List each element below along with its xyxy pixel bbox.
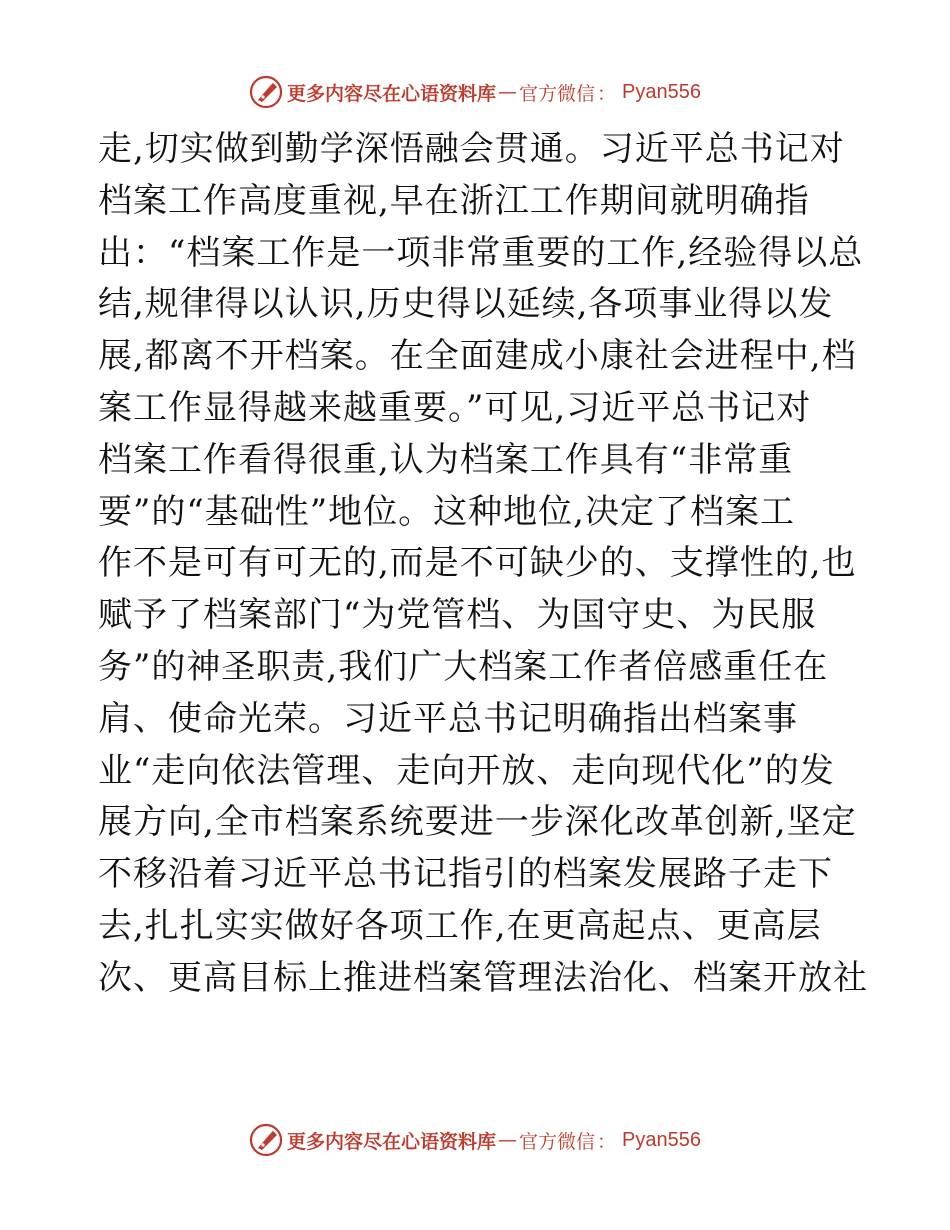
banner-wechat-id: Pyan556: [622, 1128, 701, 1151]
text-line: 案工作显得越来越重要。”可见,习近平总书记对: [98, 387, 812, 428]
banner-wechat-label: 官方微信: [519, 82, 596, 105]
text-line: 务”的神圣职责,我们广大档案工作者倍感重任在: [98, 646, 829, 687]
text-line: 展,都离不开档案。在全面建成小康社会进程中,档: [98, 336, 857, 377]
footer-banner: [0, 1120, 950, 1160]
banner-title: 更多内容尽在心语资料库: [286, 82, 496, 105]
banner-wechat-id: Pyan556: [622, 80, 701, 103]
text-line: 展方向,全市档案系统要进一步深化改革创新,坚定: [98, 802, 857, 843]
text-line: 要”的“基础性”地位。这种地位,决定了档案工: [98, 491, 795, 532]
banner-separator: —: [498, 81, 517, 103]
banner-separator: —: [498, 1129, 517, 1151]
pen-nib-logo-icon: [249, 75, 283, 109]
banner-colon: ：: [597, 1130, 617, 1153]
banner-colon: ：: [597, 82, 617, 105]
header-banner: [0, 72, 950, 112]
text-line: 业“走向依法管理、走向开放、走向现代化”的发: [98, 750, 835, 791]
banner-title: 更多内容尽在心语资料库: [286, 1130, 496, 1153]
banner-wechat-label: 官方微信: [519, 1130, 596, 1153]
text-line: 结,规律得以认识,历史得以延续,各项事业得以发: [98, 284, 834, 325]
text-line: 去,扎扎实实做好各项工作,在更高起点、更高层: [98, 905, 822, 946]
text-line: 档案工作高度重视,早在浙江工作期间就明确指: [98, 180, 810, 221]
text-line: 次、更高目标上推进档案管理法治化、档案开放社: [98, 957, 868, 998]
text-line: 档案工作看得很重,认为档案工作具有“非常重: [98, 439, 794, 480]
document-body: [98, 124, 868, 1005]
text-line: 肩、使命光荣。习近平总书记明确指出档案事: [98, 698, 798, 739]
pen-nib-logo-icon: [249, 1123, 283, 1157]
text-line: 赋予了档案部门“为党管档、为国守史、为民服: [98, 595, 817, 636]
text-line: 不移沿着习近平总书记指引的档案发展路子走下: [98, 854, 833, 895]
text-line: 作不是可有可无的,而是不可缺少的、支撑性的,也: [98, 543, 857, 584]
text-line: 出：“档案工作是一项非常重要的工作,经验得以总: [98, 232, 864, 273]
text-line: 走,切实做到勤学深悟融会贯通。习近平总书记对: [98, 129, 845, 169]
